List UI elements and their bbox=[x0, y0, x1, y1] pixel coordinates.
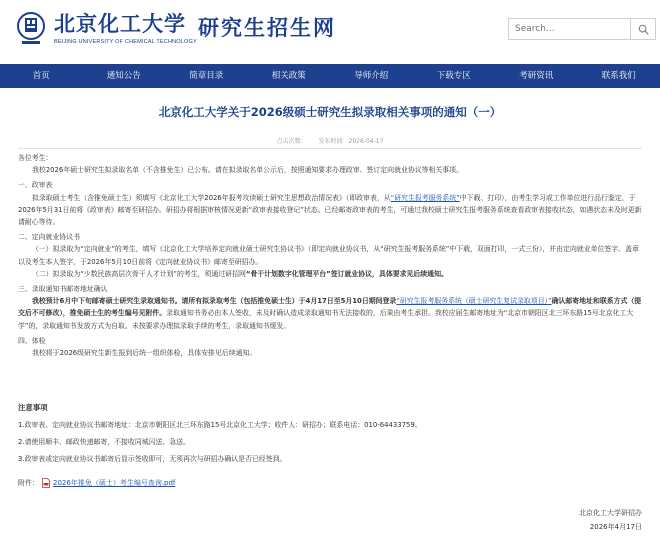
logo-english-name: BEIJING UNIVERSITY OF CHEMICAL TECHNOLOGY bbox=[54, 39, 197, 45]
article-body bbox=[18, 152, 644, 359]
employment-agreement-text-bold: “骨干计划数字化管理平台”签订就业协议，具体要求见后续通知。 bbox=[245, 269, 448, 278]
address-confirmation-bold-1: 我校预计6月中下旬邮寄硕士研究生录取通知书。请所有拟录取考生（包括推免硕士生）于4月17日至5月10日期间登录 bbox=[32, 297, 397, 306]
signature-org: 北京化工大学研招办 bbox=[579, 509, 642, 517]
nav-catalog[interactable]: 简章目录 bbox=[189, 71, 224, 81]
note-item: 1.政审表、定向就业协议书邮寄地址：北京市朝阳区北三环东路15号北京化工大学；收件人：研招办；联系电话：010-64433759。 bbox=[18, 421, 422, 429]
application-system-link[interactable]: “研究生报考服务系统” bbox=[390, 193, 460, 202]
search-icon bbox=[638, 24, 649, 35]
address-confirmation-rest: 录取通知书务必由本人签收，未及时确认造成录取通知书无法接收的，后果由考生承担。我校应届生邮寄地址为“北京市朝阳区北三环东路15号北京化工大学”的，录取通知书发放方式为自取。未按要求办理拟录取手续的考生，录取通知书缓发。 bbox=[18, 309, 634, 330]
retest-admission-system-link[interactable]: “研究生报考服务系统（硕士研究生复试录取项目）” bbox=[396, 297, 552, 306]
university-logo[interactable] bbox=[16, 6, 197, 54]
physical-exam-paragraph: 我校将于2026级研究生新生报到后统一组织体检，具体安排见后续通知。 bbox=[32, 349, 257, 358]
notes-title: 注意事项 bbox=[18, 403, 48, 412]
political-review-paragraph bbox=[18, 192, 644, 229]
university-logo-icon bbox=[16, 8, 46, 48]
note-item: 2.请使用顺丰、邮政快递邮寄，不接收同城闪送、急送。 bbox=[18, 438, 190, 446]
nav-downloads[interactable]: 下载专区 bbox=[436, 71, 471, 81]
political-review-text-pre: 拟录取硕士考生（含推免硕士生）须填写《北京化工大学2026年报考攻读硕士研究生思想政治情况表》（即政审表，从 bbox=[32, 193, 391, 202]
employment-agreement-paragraph-2 bbox=[18, 268, 644, 280]
article-meta bbox=[0, 136, 660, 145]
signature bbox=[579, 506, 642, 534]
main-nav bbox=[0, 64, 660, 88]
nav-news[interactable]: 考研资讯 bbox=[519, 71, 554, 81]
address-confirmation-bold-2: 确认邮寄地址和联系方式（提交后不可修改），推免硕士生的考生编号见附件。 bbox=[18, 297, 642, 318]
section-heading-political-review: 一、政审表 bbox=[18, 181, 53, 190]
title-divider bbox=[18, 148, 642, 149]
attachment bbox=[18, 478, 175, 488]
attachment-link[interactable]: 2026年推免（硕士）考生编号查询.pdf bbox=[53, 479, 176, 487]
nav-supervisors[interactable]: 导师介绍 bbox=[354, 71, 389, 81]
nav-contact[interactable]: 联系我们 bbox=[601, 71, 636, 81]
section-heading-address-confirmation: 三、录取通知书邮寄地址确认 bbox=[18, 285, 108, 294]
notes-section bbox=[18, 402, 644, 468]
article-title: 北京化工大学关于2026级硕士研究生拟录取相关事项的通知（一） bbox=[158, 105, 502, 119]
section-heading-physical-exam: 四、体检 bbox=[18, 336, 46, 345]
nav-home[interactable]: 首页 bbox=[32, 71, 50, 81]
employment-agreement-text-pre: （二）拟录取为“少数民族高层次骨干人才计划”的考生，须通过研招网 bbox=[32, 269, 246, 278]
nav-notices[interactable]: 通知公告 bbox=[106, 71, 141, 81]
intro-paragraph: 我校2026年硕士研究生拟录取名单（不含推免生）已公布。请在拟录取名单公示后，按照通知要求办理政审、签订定向就业协议等相关事项。 bbox=[32, 166, 463, 175]
logo-chinese-name: 北京化工大学 bbox=[54, 11, 186, 36]
site-header bbox=[0, 0, 660, 64]
section-heading-employment-agreement: 二、定向就业协议书 bbox=[18, 233, 81, 242]
address-confirmation-paragraph bbox=[18, 295, 644, 332]
note-item: 3.政审表或定向就业协议书邮寄后显示签收即可，无须再次与研招办确认是否已经签到。 bbox=[18, 455, 287, 463]
search-button[interactable] bbox=[630, 18, 656, 40]
search-input[interactable] bbox=[508, 18, 630, 40]
article-date: 发布时间：2026-04-17 bbox=[318, 138, 384, 145]
nav-policies[interactable]: 相关政策 bbox=[271, 71, 306, 81]
site-title: 研究生招生网 bbox=[198, 16, 336, 40]
political-review-text-post: 中下载、打印），由考生学习或工作单位进行品行鉴定，于2026年5月31日前将《政审表》邮寄至研招办。研招办将根据审核情况更新“政审表接收登记”状态。已经邮寄政审表的考生，可通过我校硕士研究生报考服务系统查看政审表接收状态，如遇状态未及时更新请耐心等待。 bbox=[18, 193, 642, 227]
pdf-file-icon bbox=[42, 478, 50, 488]
article-views: 点击次数： bbox=[276, 138, 307, 145]
attachment-label: 附件： bbox=[18, 479, 39, 487]
signature-date: 2026年4月17日 bbox=[589, 523, 642, 531]
greeting: 各位考生： bbox=[18, 154, 53, 162]
employment-agreement-paragraph-1: （一）拟录取为“定向就业”的考生，填写《北京化工大学培养定向就业硕士研究生协议书》（即定向就业协议书，从“研究生报考服务系统”中下载，双面打印，一式三份），并由定向就业单位签字、盖章以及考生本人签字，于2026年5月10日前将《定向就业协议书》邮寄至研招办。 bbox=[18, 245, 639, 266]
